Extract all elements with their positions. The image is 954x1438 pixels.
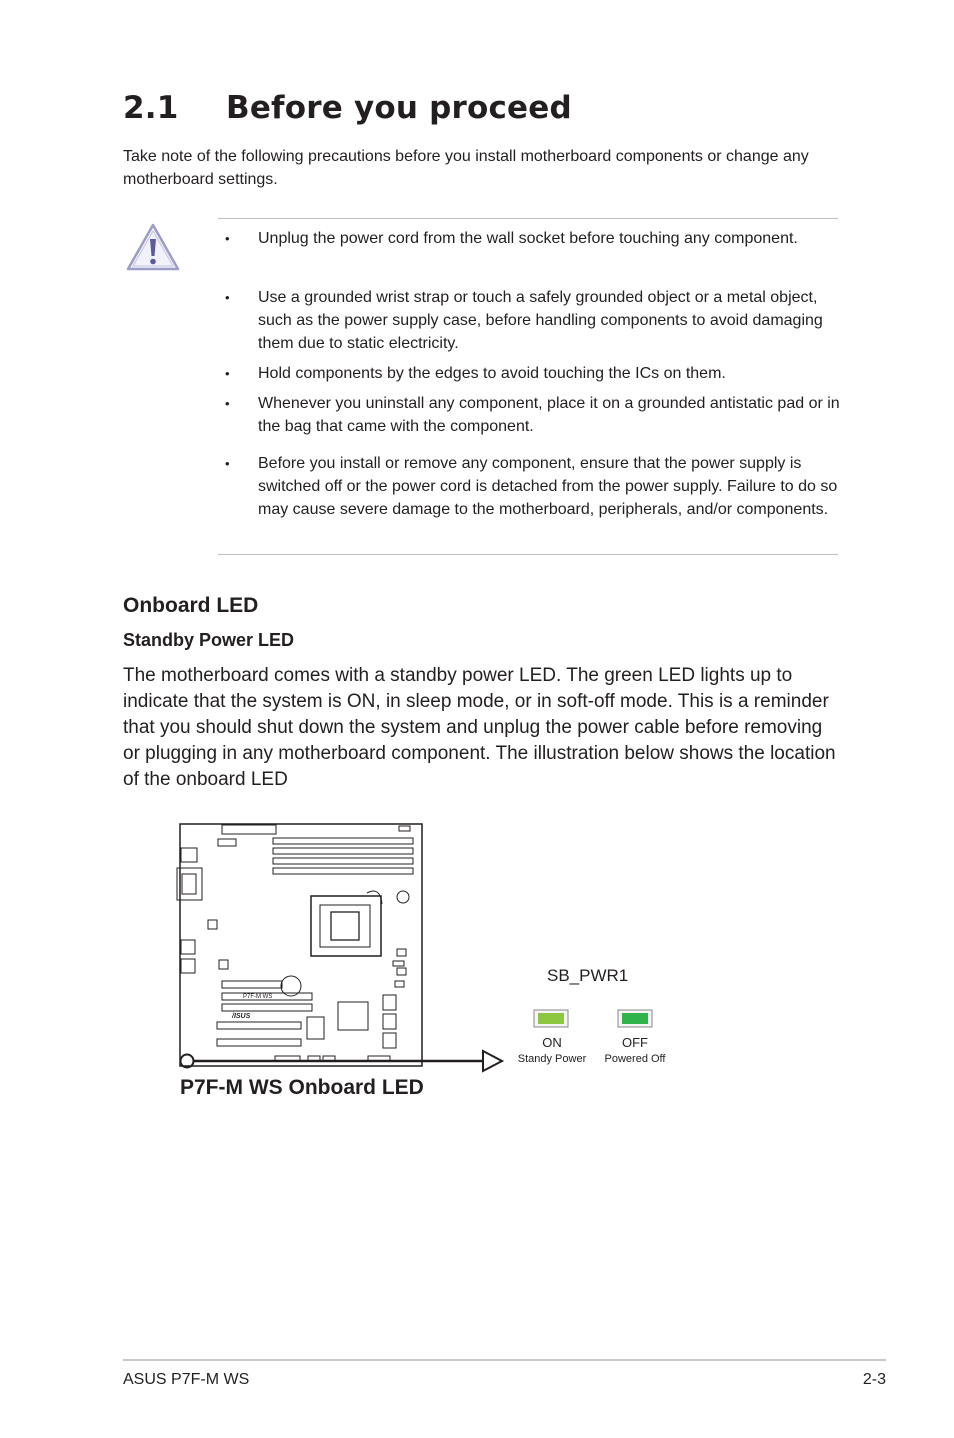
footer-rule [123,1359,886,1361]
intro-paragraph: Take note of the following precautions before you install motherboard components or change any motherboard settings. [123,148,809,188]
section-title-text: Before you proceed [226,90,572,126]
caution-item: • Hold components by the edges to avoid touching the ICs on them. [225,365,726,382]
caution-item: • Unplug the power cord from the wall socket before touching any component. [225,230,798,247]
motherboard-outline [177,824,422,1066]
section-title [123,90,572,126]
standby-power-led-heading: Standby Power LED [123,630,295,650]
led-off-state: OFF [622,1035,648,1050]
brand-logo: /ISUS [232,1013,251,1020]
led-on-state: ON [542,1035,562,1050]
onboard-led-description: The motherboard comes with a standby power LED. The green LED lights up to indicate that the system is ON, in sleep mode, or in soft-off mode. This is a reminder that you should shut down the system and unplug the power cable before removing or plugging in any motherboard component. The illustration below shows the location of the onboard LED [123,665,836,790]
caution-item: • Before you install or remove any component, ensure that the power supply is switched off or the power cord is detached from the power supply. Failure to do so may cause severe damage to the motherboard, peripherals, and/or components. [225,455,838,518]
footer-product: ASUS P7F-M WS [123,1371,250,1388]
section-number: 2.1 [123,90,179,126]
onboard-led-heading: Onboard LED [123,594,259,617]
footer-page-number: 2-3 [862,1371,886,1388]
board-label: P7F-M WS [243,994,273,1000]
caution-item: • Use a grounded wrist strap or touch a safely grounded object or a metal object, such as the power supply case, before handling components to avoid damaging them due to static electricity. [225,289,823,352]
led-off-description: Powered Off [604,1053,666,1065]
warning-triangle-icon [125,222,181,272]
onboard-led-diagram [170,818,690,1108]
connector-label: SB_PWR1 [547,966,629,985]
pointer-arrow-head [483,1051,502,1071]
led-on-description: Standy Power [517,1053,587,1065]
caution-box [218,218,838,555]
led-off-indicator [622,1013,648,1024]
diagram-caption: P7F-M WS Onboard LED [180,1076,424,1099]
caution-item: • Whenever you uninstall any component, place it on a grounded antistatic pad or in the bag that came with the component. [225,395,840,435]
led-on-indicator [538,1013,564,1024]
